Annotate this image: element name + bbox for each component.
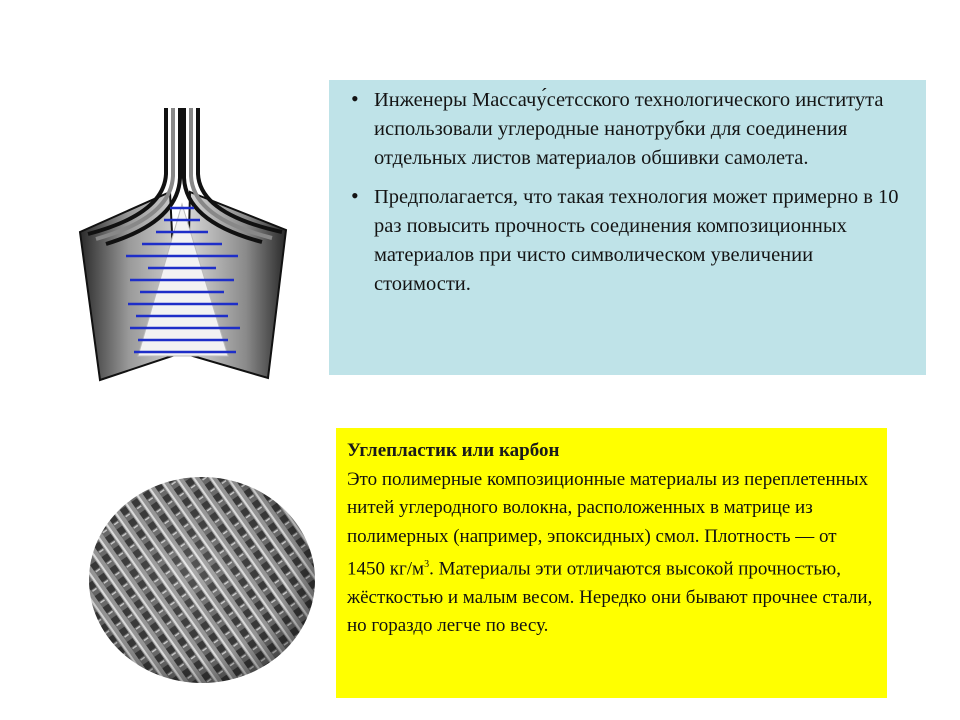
bullet-text: Предполагается, что такая технология может примерно в 10 раз повысить прочность соединения композиционных материалов при чисто символическом увеличении стоимости. — [374, 186, 899, 295]
carbon-body — [347, 466, 877, 641]
bullet-text: Инженеры Массачу́сетсского технологического института использовали углеродные нанотрубки для соединения отдельных листов материалов обшивки самолета. — [374, 89, 884, 169]
carbon-body-text-1: Это полимерные композиционные материалы из переплетенных нитей углеродного волокна, расположенных в матрице из полимерных (например, эпоксидных) смол. Плотность — от 1450 кг/м — [347, 468, 869, 580]
carbon-body-text-2: . Материалы эти отличаются высокой прочностью, жёсткостью и малым весом. Нередко они бывают прочнее стали, но гораздо легче по весу. — [347, 558, 873, 637]
bullet-list — [351, 86, 908, 299]
carbon-fiber-image — [86, 474, 318, 686]
nanotube-description-box — [329, 80, 926, 375]
bullet-item — [351, 183, 908, 299]
carbon-description-box — [336, 428, 887, 698]
carbon-body-superscript: 3 — [424, 559, 430, 570]
nanotube-joint-illustration — [78, 104, 293, 384]
bullet-marker: • — [351, 183, 359, 208]
bullet-marker: • — [351, 86, 359, 111]
bullet-item — [351, 86, 908, 173]
carbon-title: Углепластик или карбон — [347, 440, 560, 461]
